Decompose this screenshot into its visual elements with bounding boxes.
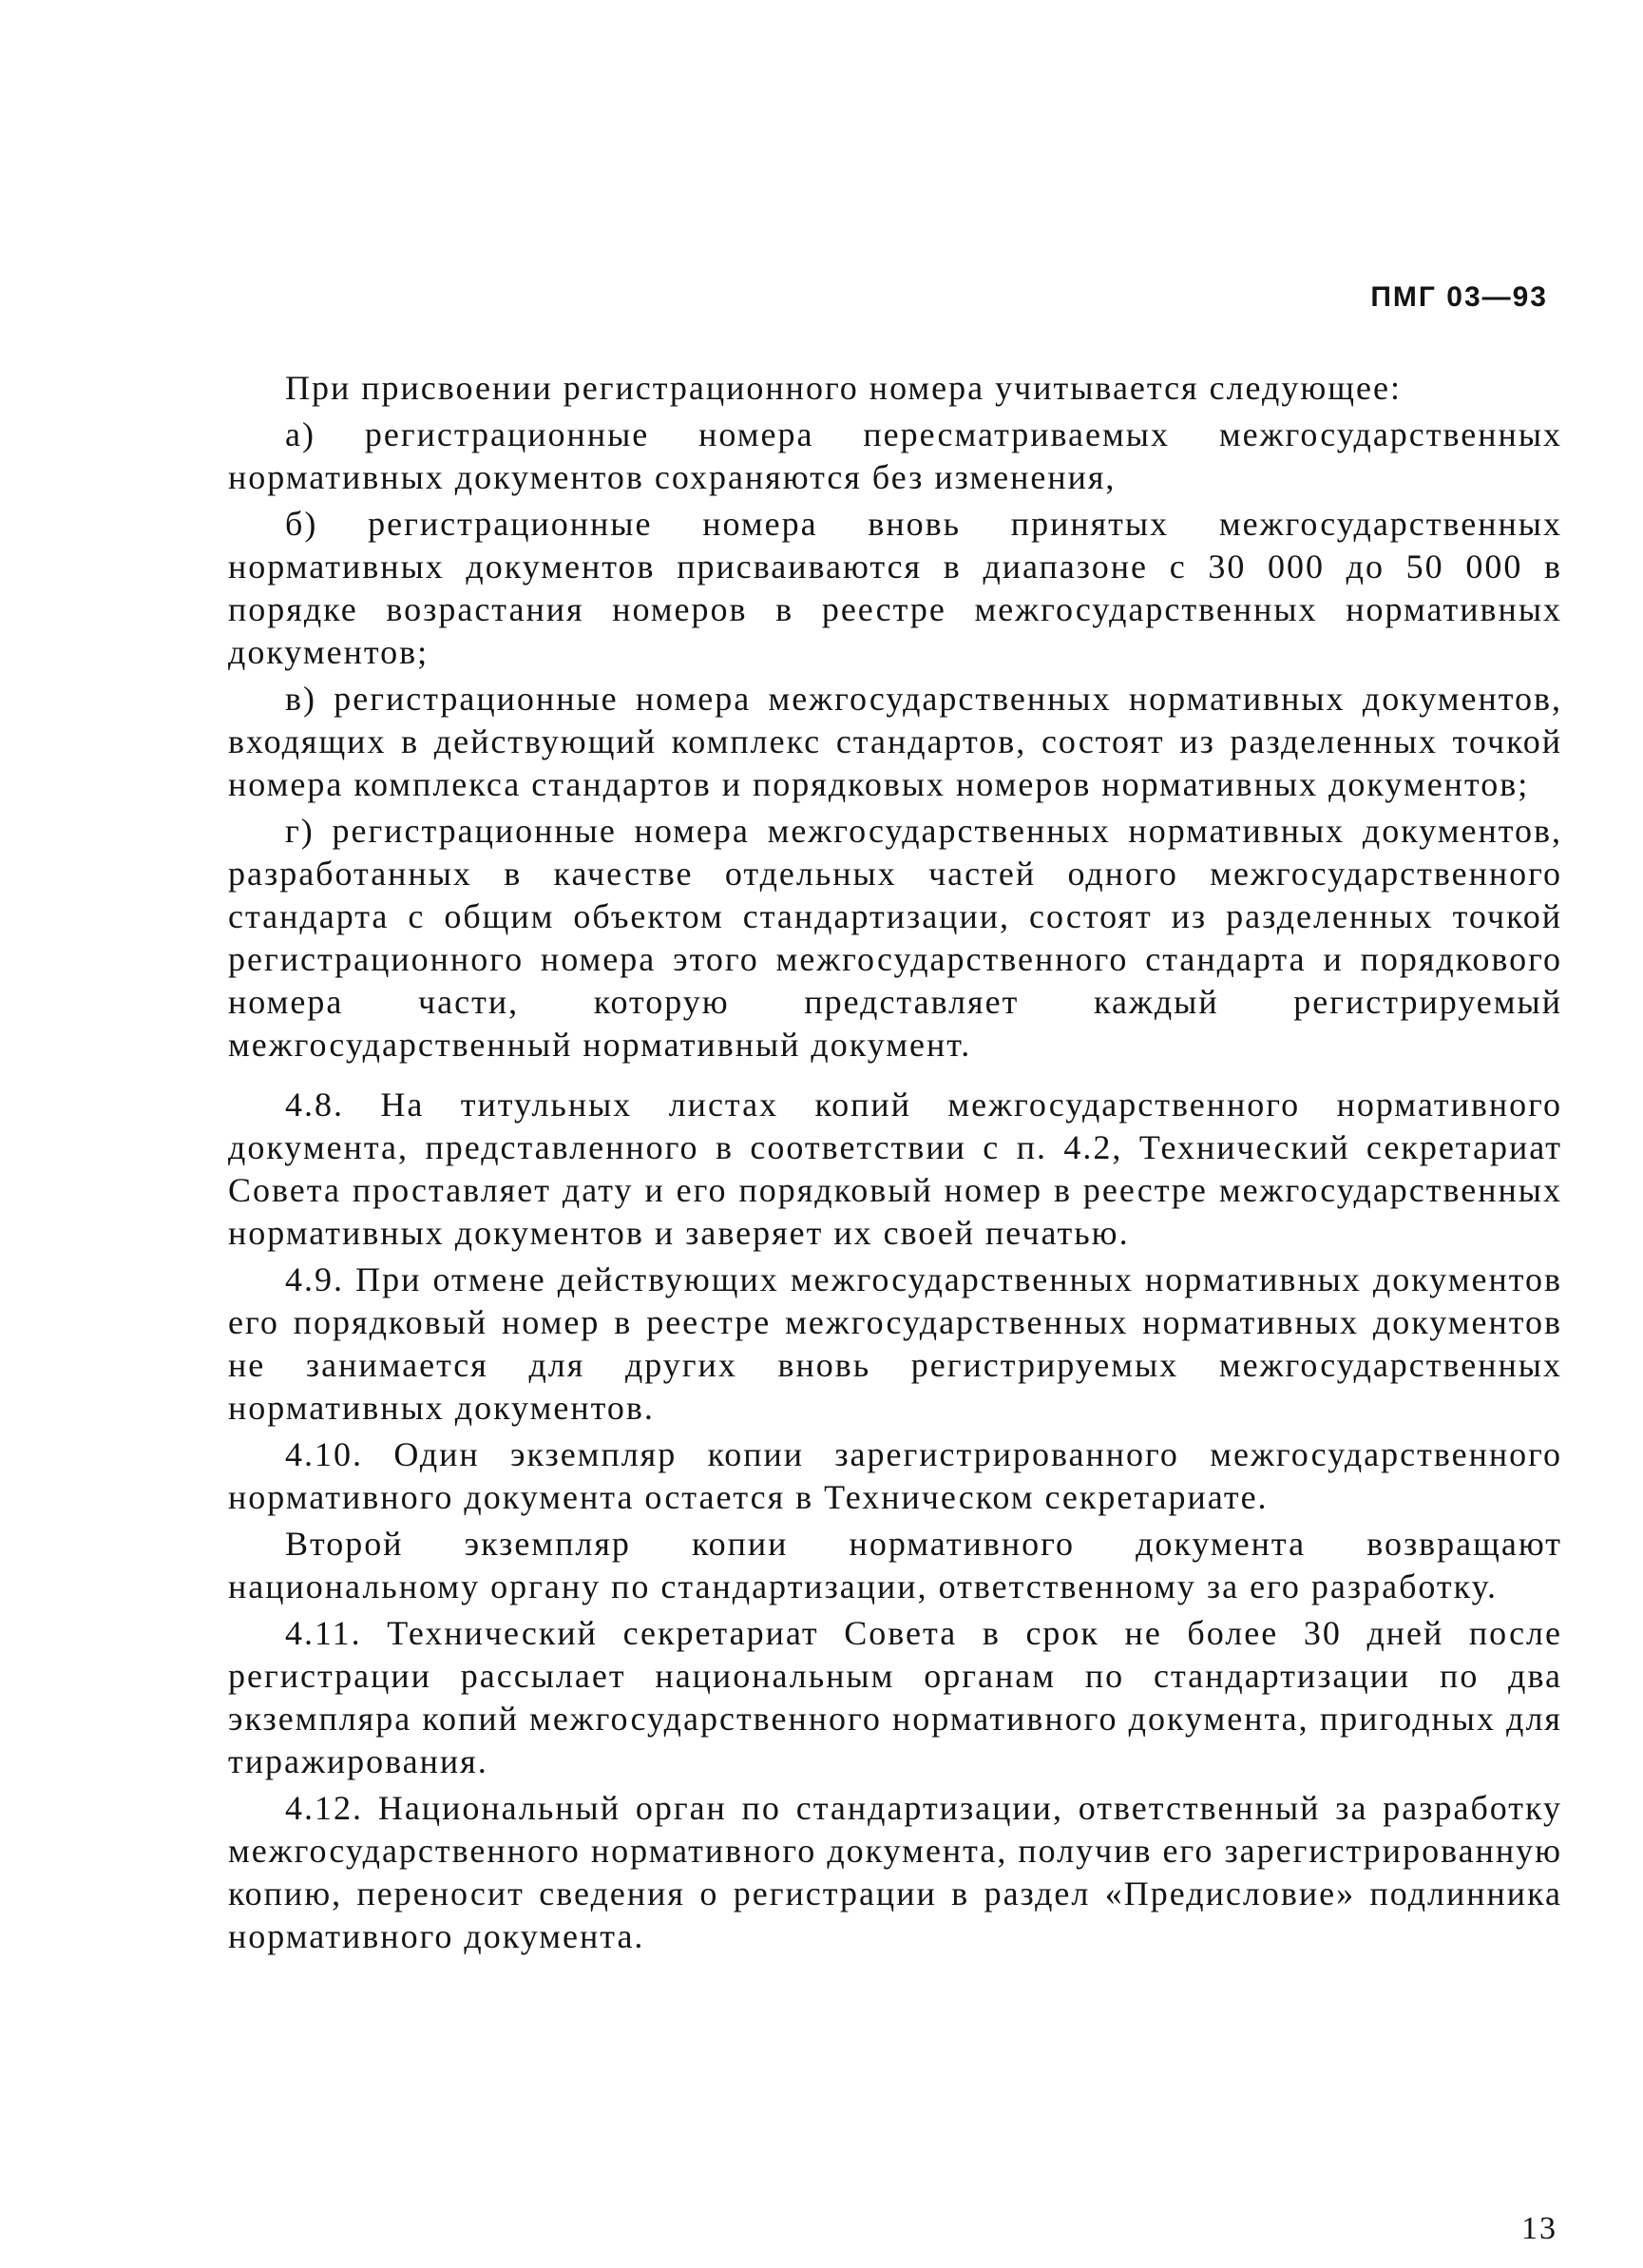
list-item-a: а) регистрационные номера пересматриваемых межгосударственных нормативных документов сохраняются без изменения, [228,415,1562,496]
clause-4-11: 4.11. Технический секретариат Совета в срок не более 30 дней после регистрации рассылает национальным органам по стандартизации по два экземпляра копий межгосударственного нормативного документа, пригодных для тиражирования. [228,1614,1562,1780]
document-code: ПМГ 03—93 [1370,281,1548,313]
clause-4-8: 4.8. На титульных листах копий межгосударственного нормативного документа, представленного в соответствии с п. 4.2, Технический секретариат Совета проставляет дату и его порядковый номер в реестре межгосударственных нормативных документов и заверяет их своей печатью. [228,1086,1562,1252]
list-item-b: б) регистрационные номера вновь принятых межгосударственных нормативных документов присваиваются в диапазоне с 30 000 до 50 000 в порядке возрастания номеров в реестре межгосударственных нормативных документов; [228,505,1562,671]
clause-4-10: 4.10. Один экземпляр копии зарегистрированного межгосударственного нормативного документа остается в Техническом секретариате. [228,1435,1562,1516]
paragraph-intro: При присвоении регистрационного номера учитывается следующее: [285,369,1402,407]
clause-4-9: 4.9. При отмене действующих межгосударственных нормативных документов его порядковый номер в реестре межгосударственных нормативных документов не занимается для других вновь регистрируемых межгосударственных нормативных документов. [228,1260,1562,1427]
list-item-v: в) регистрационные номера межгосударственных нормативных документов, входящих в действующий комплекс стандартов, состоят из разделенных точкой номера комплекса стандартов и порядковых номеров нормативных документов; [228,680,1562,803]
clause-4-10-continued: Второй экземпляр копии нормативного документа возвращают национальному органу по стандартизации, ответственному за его разработку. [228,1525,1562,1605]
clause-4-12: 4.12. Национальный орган по стандартизации, ответственный за разработку межгосударственного нормативного документа, получив его зарегистрированную копию, переносит сведения о регистрации в раздел «Предисловие» подлинника нормативного документа. [228,1789,1562,1955]
list-item-g: г) регистрационные номера межгосударственных нормативных документов, разработанных в качестве отдельных частей одного межгосударственного стандарта с общим объектом стандартизации, состоят из разделенных точкой регистрационного номера этого межгосударственного стандарта и порядкового номера части, которую представляет каждый регистрируемый межгосударственный нормативный документ. [228,812,1562,1064]
page-number: 13 [1521,2211,1557,2246]
document-body [228,367,1562,1962]
